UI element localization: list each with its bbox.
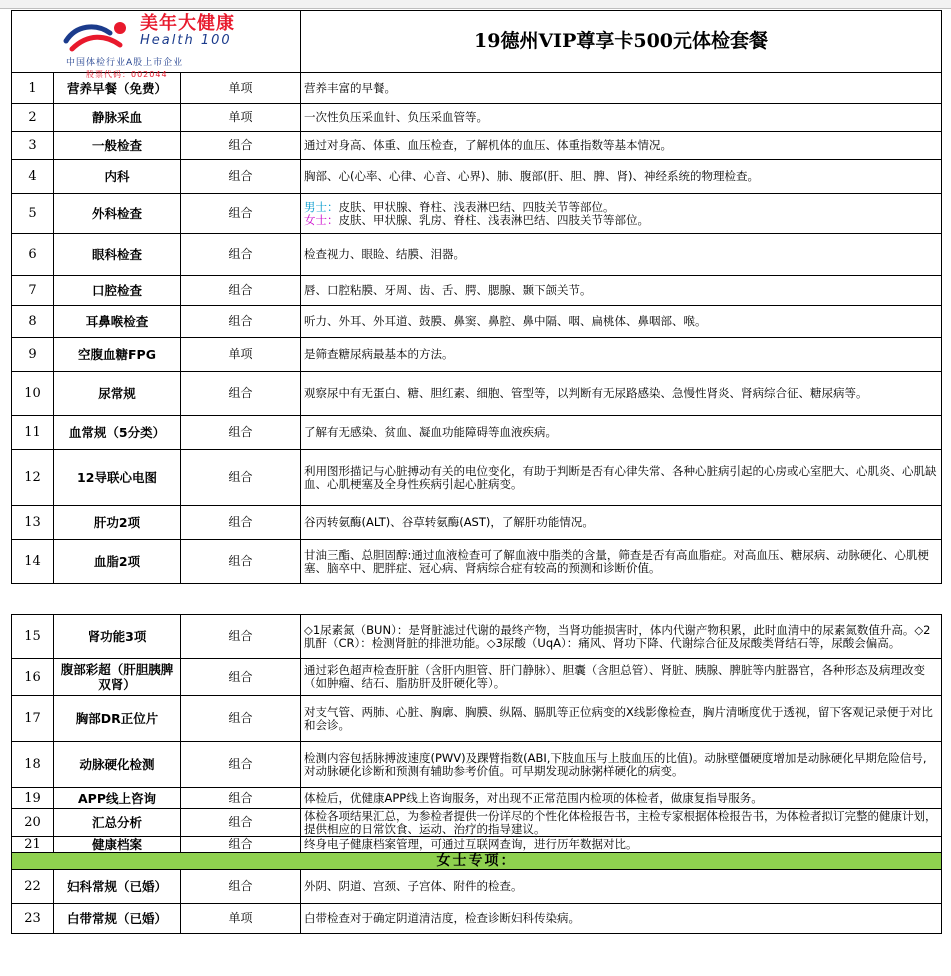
item-description: 听力、外耳、外耳道、鼓膜、鼻窦、鼻腔、鼻中隔、咽、扁桃体、鼻咽部、喉。 bbox=[301, 306, 942, 338]
item-type: 组合 bbox=[181, 450, 301, 506]
item-type: 组合 bbox=[181, 809, 301, 837]
female-desc: 皮肤、甲状腺、乳房、脊柱、浅表淋巴结、四肢关节等部位。 bbox=[338, 212, 650, 227]
item-type: 单项 bbox=[181, 338, 301, 372]
item-description: 通过彩色超声检查肝脏（含肝内胆管、肝门静脉）、胆囊（含胆总管）、肾脏、胰腺、脾脏等内脏器官，各种形态及病理改变（如肿瘤、结石、脂肪肝及肝硬化等）。 bbox=[301, 659, 942, 696]
section-title: 女士专项： bbox=[12, 853, 942, 870]
row-number: 6 bbox=[12, 234, 54, 276]
item-name: 内科 bbox=[54, 160, 181, 194]
row-number: 23 bbox=[12, 904, 54, 934]
item-type: 组合 bbox=[181, 659, 301, 696]
item-name: 妇科常规（已婚） bbox=[54, 870, 181, 904]
row-number: 1 bbox=[12, 73, 54, 104]
package-table-bottom bbox=[11, 614, 942, 934]
item-type: 组合 bbox=[181, 194, 301, 234]
item-type: 组合 bbox=[181, 234, 301, 276]
table-row bbox=[12, 742, 942, 788]
row-number: 3 bbox=[12, 132, 54, 160]
item-description: 谷丙转氨酶(ALT)、谷草转氨酶(AST)，了解肝功能情况。 bbox=[301, 506, 942, 540]
male-desc: 皮肤、甲状腺、脊柱、浅表淋巴结、四肢关节等部位。 bbox=[338, 199, 615, 214]
item-name: 营养早餐（免费） bbox=[54, 73, 181, 104]
item-type: 组合 bbox=[181, 615, 301, 659]
item-name: 血常规（5分类） bbox=[54, 416, 181, 450]
item-description: 通过对身高、体重、血压检查，了解机体的血压、体重指数等基本情况。 bbox=[301, 132, 942, 160]
row-number: 14 bbox=[12, 540, 54, 584]
item-type: 组合 bbox=[181, 372, 301, 416]
table-row bbox=[12, 104, 942, 132]
item-name: 腹部彩超（肝胆胰脾双肾） bbox=[54, 659, 181, 696]
item-description: 了解有无感染、贫血、凝血功能障碍等血液疾病。 bbox=[301, 416, 942, 450]
item-description: 利用图形描记与心脏搏动有关的电位变化，有助于判断是否有心律失常、各种心脏病引起的心房或心室肥大、心肌炎、心肌缺血、心肌梗塞及全身性疾病引起心脏病变。 bbox=[301, 450, 942, 506]
table-row bbox=[12, 837, 942, 853]
spreadsheet-column-strip bbox=[0, 0, 951, 9]
male-label: 男士： bbox=[304, 199, 339, 214]
item-name: 白带常规（已婚） bbox=[54, 904, 181, 934]
item-type: 组合 bbox=[181, 696, 301, 742]
item-type: 组合 bbox=[181, 540, 301, 584]
item-description: 甘油三酯、总胆固醇:通过血液检查可了解血液中脂类的含量，筛查是否有高血脂症。对高血压、糖尿病、动脉硬化、心肌梗塞、脑卒中、肥胖症、冠心病、肾病综合症有较高的预测和诊断价值。 bbox=[301, 540, 942, 584]
row-number: 5 bbox=[12, 194, 54, 234]
item-type: 组合 bbox=[181, 870, 301, 904]
item-type: 组合 bbox=[181, 506, 301, 540]
row-number: 19 bbox=[12, 788, 54, 809]
row-number: 4 bbox=[12, 160, 54, 194]
table-row bbox=[12, 506, 942, 540]
table-row bbox=[12, 234, 942, 276]
stock-code: 股票代码：002044 bbox=[86, 70, 168, 79]
table-row bbox=[12, 160, 942, 194]
item-description: 终身电子健康档案管理，可通过互联网查询，进行历年数据对比。 bbox=[301, 837, 942, 853]
item-description: 唇、口腔粘膜、牙周、齿、舌、腭、腮腺、颞下颌关节。 bbox=[301, 276, 942, 306]
row-number: 8 bbox=[12, 306, 54, 338]
row-number: 12 bbox=[12, 450, 54, 506]
item-description: 对支气管、两肺、心脏、胸廓、胸膜、纵隔、膈肌等正位病变的X线影像检查，胸片清晰度优于透视，留下客观记录便于对比和会诊。 bbox=[301, 696, 942, 742]
item-name: 肾功能3项 bbox=[54, 615, 181, 659]
item-name: 健康档案 bbox=[54, 837, 181, 853]
item-description: 是筛查糖尿病最基本的方法。 bbox=[301, 338, 942, 372]
item-name: 血脂2项 bbox=[54, 540, 181, 584]
package-table-top bbox=[11, 10, 942, 584]
item-description: 观察尿中有无蛋白、糖、胆红素、细胞、管型等，以判断有无尿路感染、急慢性肾炎、肾病综合征、糖尿病等。 bbox=[301, 372, 942, 416]
table-row bbox=[12, 659, 942, 696]
item-type: 组合 bbox=[181, 132, 301, 160]
table-row bbox=[12, 132, 942, 160]
item-type: 组合 bbox=[181, 416, 301, 450]
item-name: 胸部DR正位片 bbox=[54, 696, 181, 742]
item-description: 体检后，优健康APP线上咨询服务，对出现不正常范围内检项的体检者，做康复指导服务。 bbox=[301, 788, 942, 809]
item-name: 动脉硬化检测 bbox=[54, 742, 181, 788]
item-name: 眼科检查 bbox=[54, 234, 181, 276]
table-row bbox=[12, 788, 942, 809]
item-type: 单项 bbox=[181, 904, 301, 934]
item-name: 静脉采血 bbox=[54, 104, 181, 132]
item-name: 12导联心电图 bbox=[54, 450, 181, 506]
item-type: 组合 bbox=[181, 837, 301, 853]
row-number: 16 bbox=[12, 659, 54, 696]
item-description: ◇1尿素氮（BUN）：是肾脏滤过代谢的最终产物，当肾功能损害时，体内代谢产物积累，此时血清中的尿素氮数值升高。◇2肌酐（CR）：检测肾脏的排泄功能。◇3尿酸（UqA）：痛风、肾功下降、代谢综合征及尿酸类肾结石等，尿酸会偏高。 bbox=[301, 615, 942, 659]
brand-logo bbox=[62, 13, 302, 79]
table-row bbox=[12, 194, 942, 234]
item-type: 组合 bbox=[181, 306, 301, 338]
row-number: 18 bbox=[12, 742, 54, 788]
item-description: 胸部、心(心率、心律、心音、心界)、肺、腹部(肝、胆、脾、肾)、神经系统的物理检查。 bbox=[301, 160, 942, 194]
table-row bbox=[12, 306, 942, 338]
table-row bbox=[12, 276, 942, 306]
page-title: 19德州VIP尊享卡500元体检套餐 bbox=[301, 11, 942, 73]
item-name: 汇总分析 bbox=[54, 809, 181, 837]
female-label: 女士： bbox=[304, 212, 339, 227]
brand-en: Health 100 bbox=[140, 33, 232, 48]
table-row bbox=[12, 416, 942, 450]
item-name: 口腔检查 bbox=[54, 276, 181, 306]
item-type: 组合 bbox=[181, 742, 301, 788]
item-description: 一次性负压采血针、负压采血管等。 bbox=[301, 104, 942, 132]
item-name: 空腹血糖FPG bbox=[54, 338, 181, 372]
header-row bbox=[12, 11, 942, 73]
item-description: 营养丰富的早餐。 bbox=[301, 73, 942, 104]
item-type: 组合 bbox=[181, 788, 301, 809]
item-name: 一般检查 bbox=[54, 132, 181, 160]
row-number: 20 bbox=[12, 809, 54, 837]
row-number: 13 bbox=[12, 506, 54, 540]
brand-tagline: 中国体检行业A股上市企业 bbox=[66, 58, 184, 68]
table-row bbox=[12, 696, 942, 742]
table-row bbox=[12, 338, 942, 372]
item-description: 体检各项结果汇总，为参检者提供一份详尽的个性化体检报告书，主检专家根据体检报告书，为体检者拟订完整的健康计划，提供相应的日常饮食、运动、治疗的指导建议。 bbox=[301, 809, 942, 837]
row-number: 21 bbox=[12, 837, 54, 853]
item-name: APP线上咨询 bbox=[54, 788, 181, 809]
brand-name: 美年大健康 bbox=[140, 13, 235, 34]
health-logo-icon bbox=[62, 19, 132, 59]
item-description: 白带检查对于确定阴道清洁度，检查诊断妇科传染病。 bbox=[301, 904, 942, 934]
row-number: 10 bbox=[12, 372, 54, 416]
item-description bbox=[301, 194, 942, 234]
item-name: 外科检查 bbox=[54, 194, 181, 234]
row-number: 17 bbox=[12, 696, 54, 742]
item-description: 检测内容包括脉搏波速度(PWV)及踝臂指数(ABI,下肢血压与上肢血压的比值)。动脉壁僵硬度增加是动脉硬化早期危险信号,对动脉硬化诊断和预测有辅助参考价值。可早期发现动脉粥样硬化的病变。 bbox=[301, 742, 942, 788]
row-number: 7 bbox=[12, 276, 54, 306]
item-name: 尿常规 bbox=[54, 372, 181, 416]
row-number: 11 bbox=[12, 416, 54, 450]
table-row bbox=[12, 870, 942, 904]
table-row bbox=[12, 809, 942, 837]
row-number: 9 bbox=[12, 338, 54, 372]
table-row bbox=[12, 450, 942, 506]
row-number: 2 bbox=[12, 104, 54, 132]
row-number: 22 bbox=[12, 870, 54, 904]
section-header-women bbox=[12, 853, 942, 870]
item-description: 检查视力、眼睑、结膜、泪器。 bbox=[301, 234, 942, 276]
item-type: 组合 bbox=[181, 160, 301, 194]
table-row bbox=[12, 540, 942, 584]
row-number: 15 bbox=[12, 615, 54, 659]
table-row bbox=[12, 904, 942, 934]
logo-cell bbox=[12, 11, 301, 79]
item-type: 组合 bbox=[181, 276, 301, 306]
item-type: 单项 bbox=[181, 73, 301, 104]
item-name: 肝功2项 bbox=[54, 506, 181, 540]
table-row bbox=[12, 372, 942, 416]
item-description: 外阴、阴道、宫颈、子宫体、附件的检查。 bbox=[301, 870, 942, 904]
item-name: 耳鼻喉检查 bbox=[54, 306, 181, 338]
item-type: 单项 bbox=[181, 104, 301, 132]
table-row bbox=[12, 615, 942, 659]
